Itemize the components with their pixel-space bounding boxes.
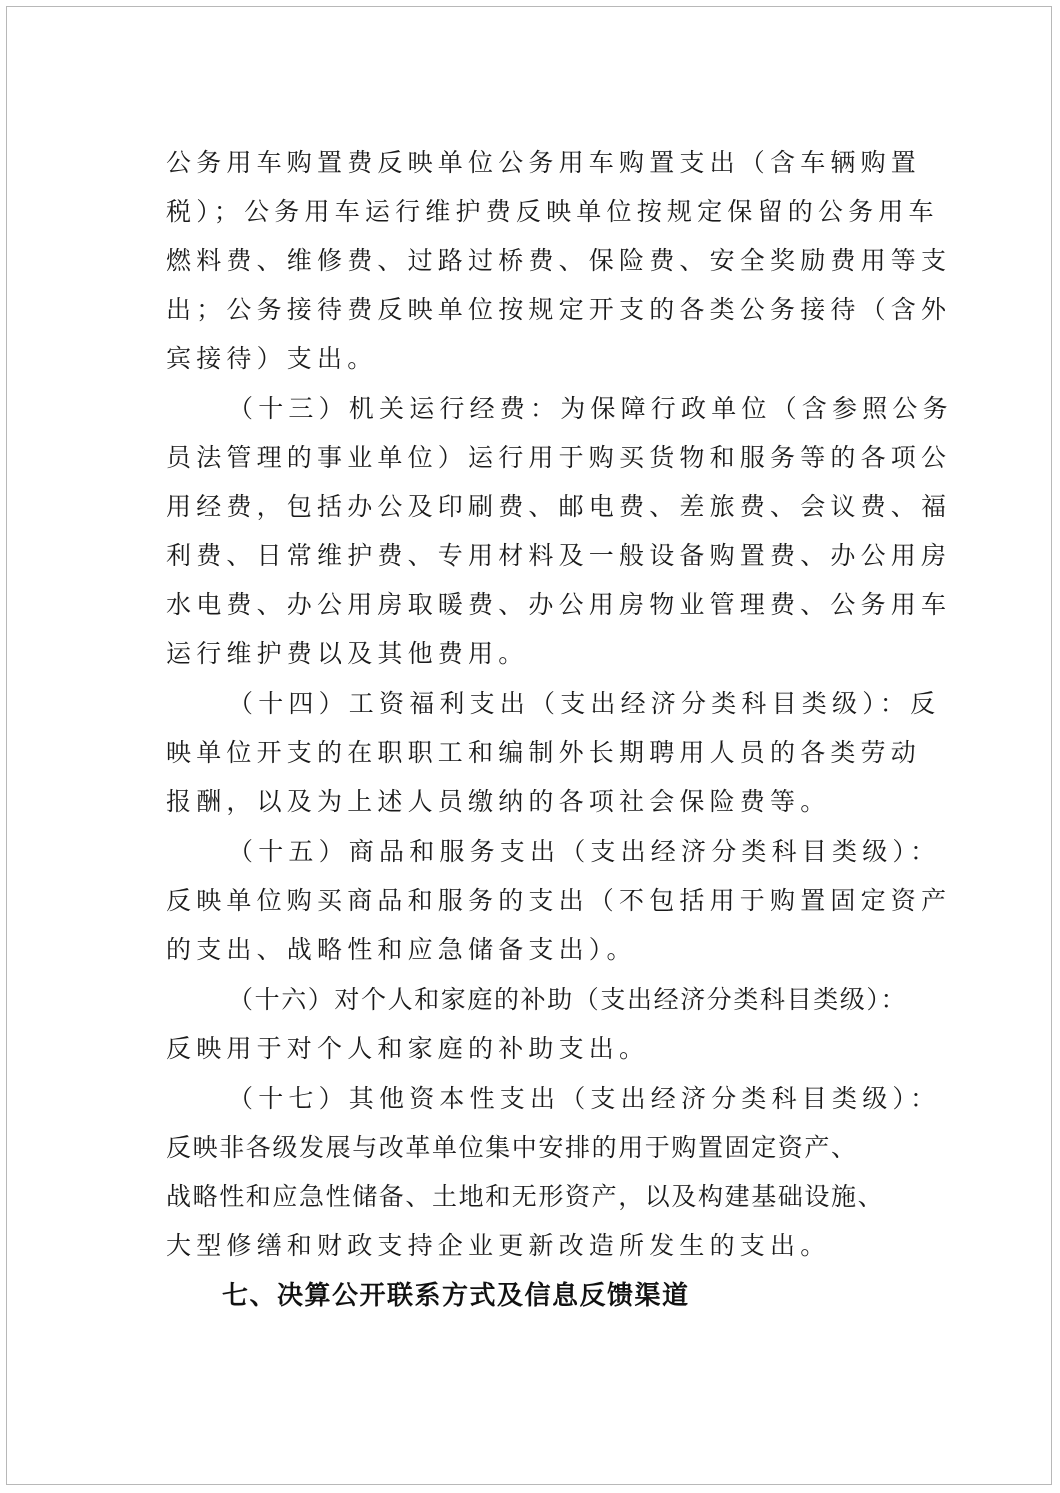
text-line: 水电费、办公用房取暖费、办公用房物业管理费、公务用车 xyxy=(166,590,952,619)
text-line: 出；公务接待费反映单位按规定开支的各类公务接待（含外 xyxy=(166,295,952,324)
text-line: 宾接待）支出。 xyxy=(166,344,378,373)
text-line: 大型修缮和财政支持企业更新改造所发生的支出。 xyxy=(166,1231,831,1260)
text-line: 反映非各级发展与改革单位集中安排的用于购置固定资产、 xyxy=(166,1133,858,1162)
text-line: 报酬，以及为上述人员缴纳的各项社会保险费等。 xyxy=(166,787,831,816)
paragraph-17-first-line: （十七）其他资本性支出（支出经济分类科目类级）： xyxy=(228,1084,941,1113)
text-line: 映单位开支的在职职工和编制外长期聘用人员的各类劳动 xyxy=(166,738,922,767)
text-line: 用经费，包括办公及印刷费、邮电费、差旅费、会议费、福 xyxy=(166,492,952,521)
text-line: 员法管理的事业单位）运行用于购买货物和服务等的各项公 xyxy=(166,443,952,472)
text-line: 反映用于对个人和家庭的补助支出。 xyxy=(166,1034,650,1063)
text-line: 的支出、战略性和应急储备支出）。 xyxy=(166,935,637,964)
text-line: 运行维护费以及其他费用。 xyxy=(166,639,529,668)
text-line: 反映单位购买商品和服务的支出（不包括用于购置固定资产 xyxy=(166,886,952,915)
text-line: 战略性和应急性储备、土地和无形资产，以及构建基础设施、 xyxy=(166,1182,885,1211)
text-line: 税）；公务用车运行维护费反映单位按规定保留的公务用车 xyxy=(166,197,939,226)
text-line: 公务用车购置费反映单位公务用车购置支出（含车辆购置 xyxy=(166,148,922,177)
paragraph-15-first-line: （十五）商品和服务支出（支出经济分类科目类级）： xyxy=(228,837,941,866)
text-line: 燃料费、维修费、过路过桥费、保险费、安全奖励费用等支 xyxy=(166,246,952,275)
paragraph-13-first-line: （十三）机关运行经费：为保障行政单位（含参照公务 xyxy=(228,394,953,423)
paragraph-16-first-line: （十六）对个人和家庭的补助（支出经济分类科目类级）： xyxy=(228,985,908,1014)
text-line: 利费、日常维护费、专用材料及一般设备购置费、办公用房 xyxy=(166,541,952,570)
paragraph-14-first-line: （十四）工资福利支出（支出经济分类科目类级）：反 xyxy=(228,689,941,718)
section-heading: 七、决算公开联系方式及信息反馈渠道 xyxy=(222,1281,690,1311)
